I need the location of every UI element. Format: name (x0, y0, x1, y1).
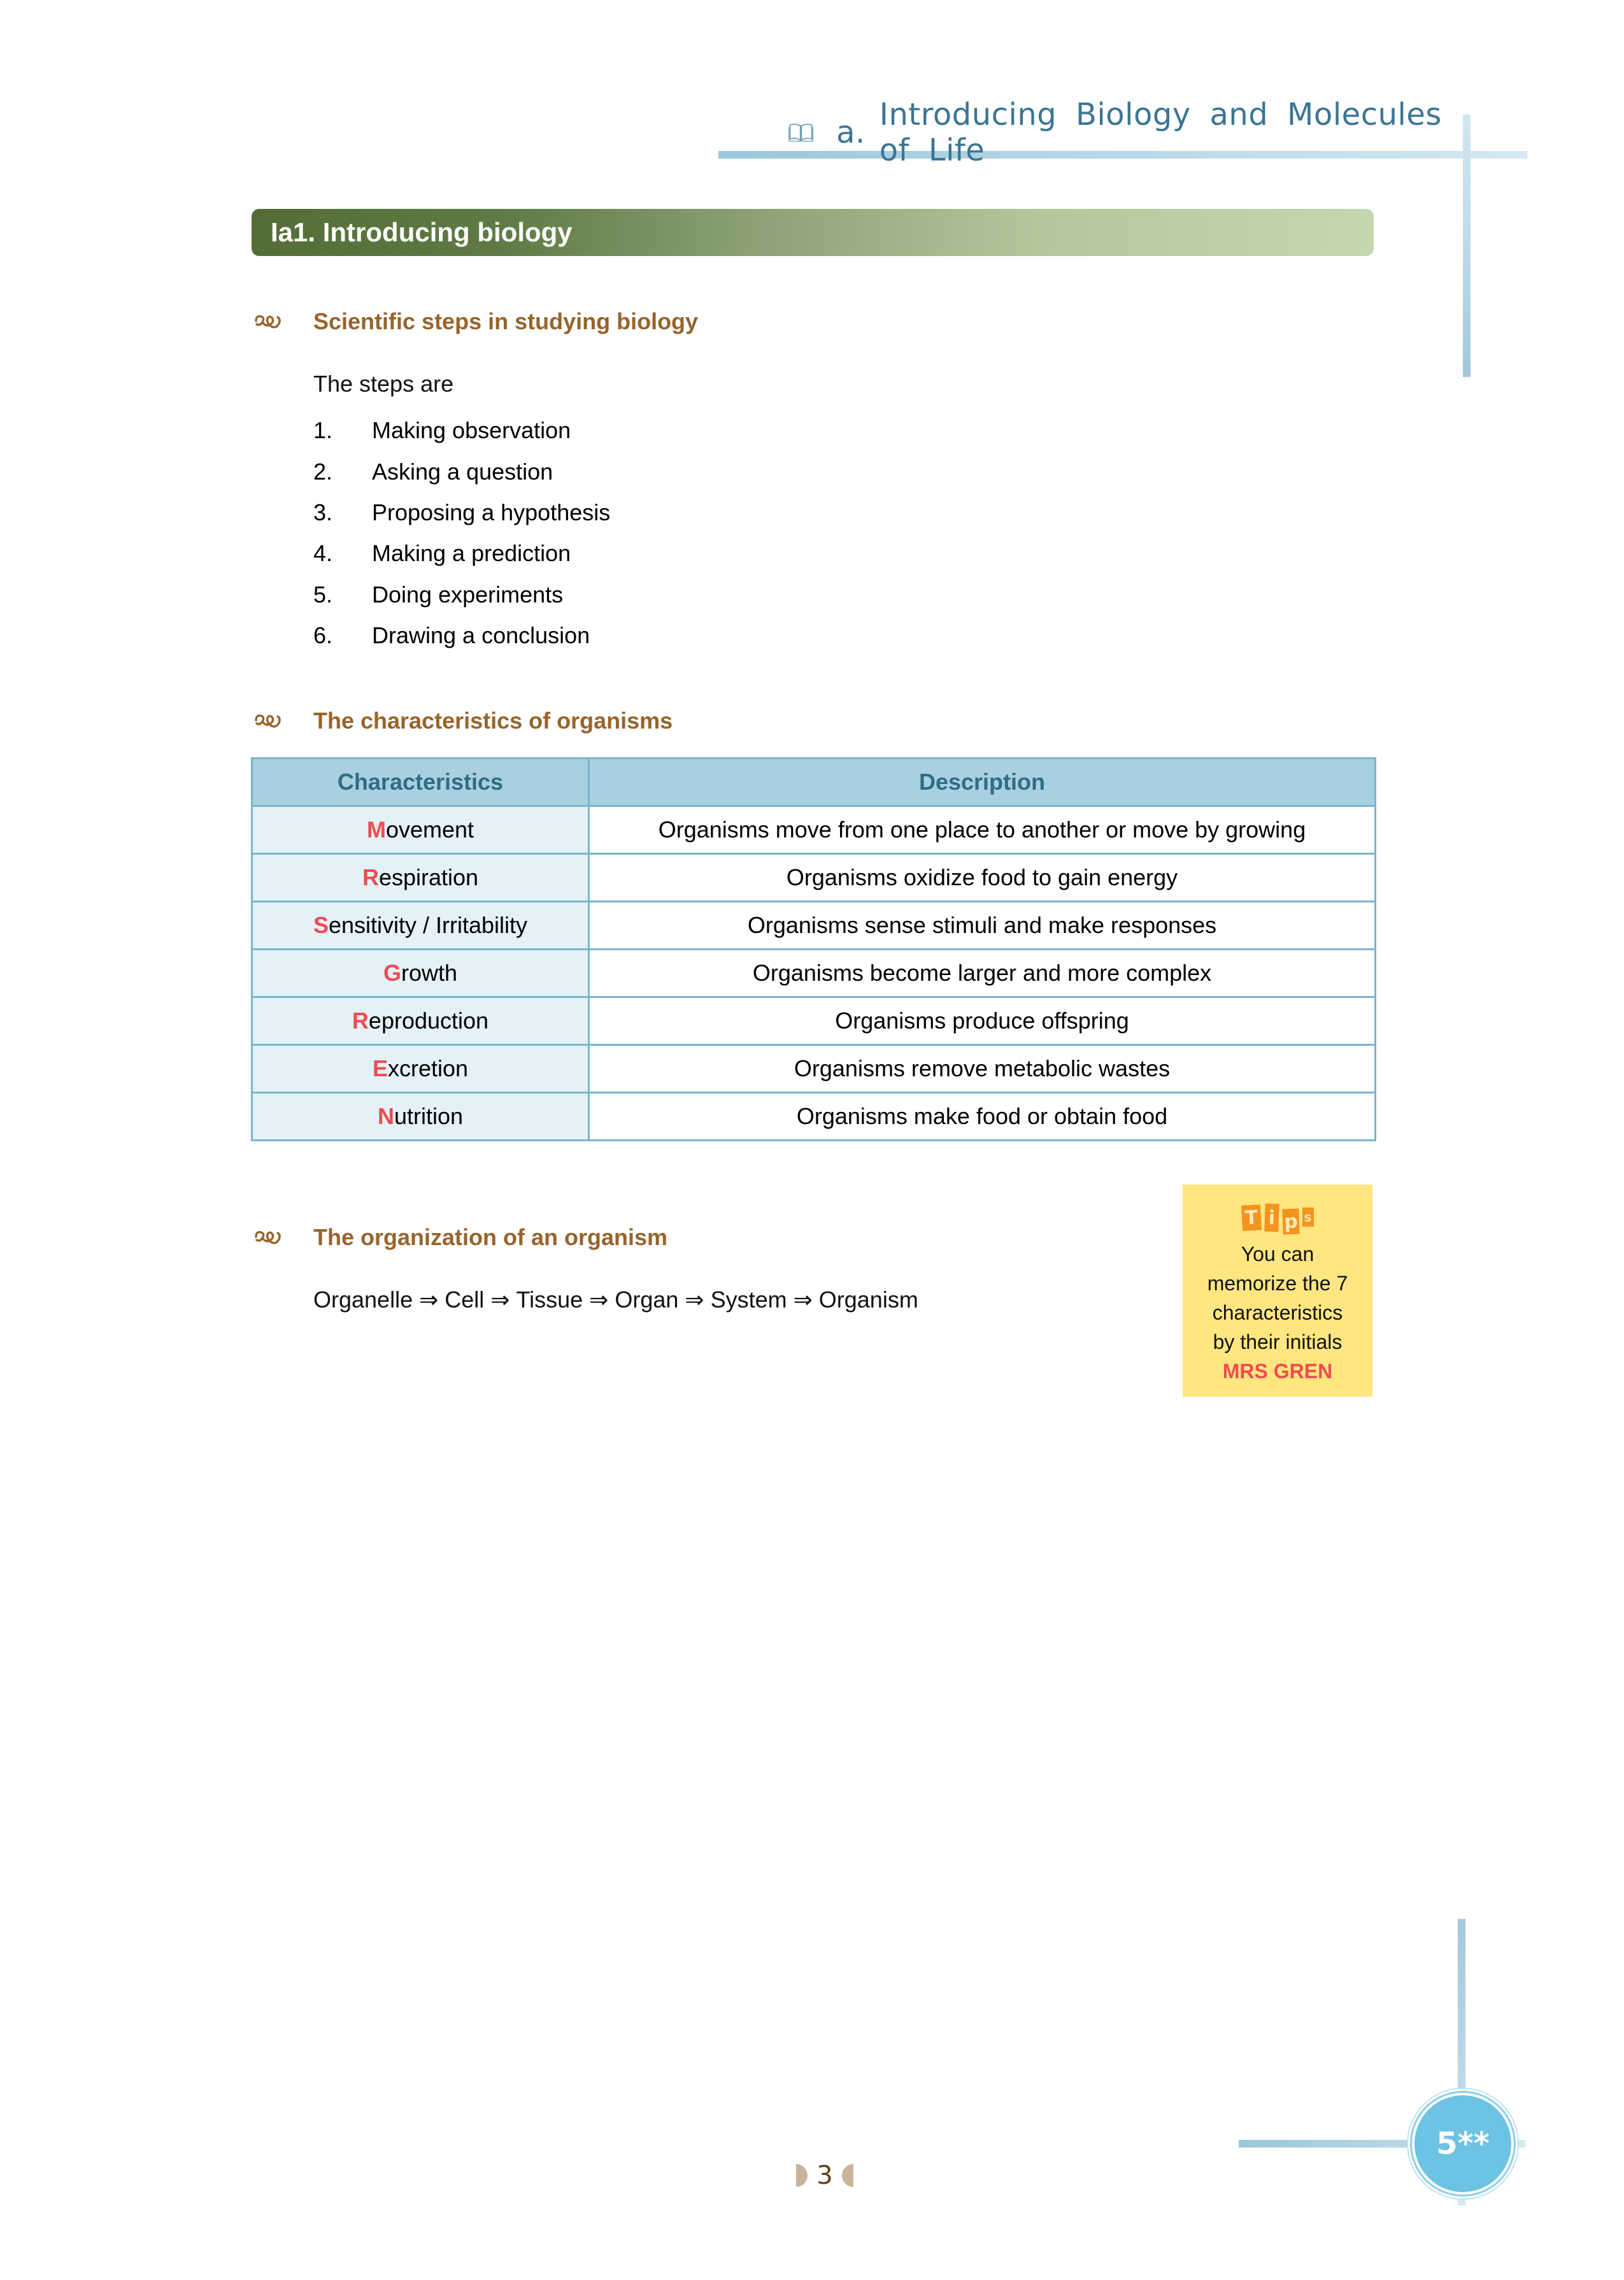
step-number: 6. (313, 622, 333, 649)
tips-logo-letter: T (1241, 1204, 1261, 1231)
characteristic-cell (252, 950, 589, 997)
initial-letter: R (352, 1008, 369, 1034)
initial-letter: G (383, 960, 401, 986)
list-item (313, 451, 610, 492)
table-row (252, 1045, 1376, 1093)
characteristic-cell (252, 902, 589, 950)
steps-intro: The steps are (313, 371, 454, 397)
step-text: Making observation (372, 417, 571, 444)
characteristic-rest: xcretion (387, 1055, 469, 1081)
organization-chain (313, 1286, 918, 1313)
chapter-title: Ia1. Introducing biology (271, 217, 573, 247)
table-row (252, 1093, 1376, 1141)
step-text: Making a prediction (372, 540, 571, 567)
chain-level: System (710, 1286, 787, 1313)
step-number: 4. (313, 540, 333, 567)
step-text: Drawing a conclusion (372, 622, 590, 649)
table-row (252, 950, 1376, 997)
list-item (313, 492, 610, 533)
tips-mnemonic: MRS GREN (1222, 1360, 1333, 1383)
characteristics-table (251, 757, 1376, 1141)
characteristic-cell (252, 997, 589, 1045)
chain-level: Cell (445, 1286, 485, 1313)
characteristic-cell (252, 806, 589, 854)
tips-line: characteristics (1212, 1301, 1343, 1324)
header-title: Introducing Biology and Molecules of Life (879, 97, 1442, 168)
chain-level: Tissue (516, 1286, 583, 1313)
list-item (313, 574, 610, 615)
step-text: Asking a question (372, 458, 553, 485)
list-item (313, 533, 610, 574)
step-text: Proposing a hypothesis (372, 499, 611, 525)
characteristic-rest: espiration (378, 864, 479, 890)
steps-list (313, 410, 610, 656)
ornament-bullet-icon (253, 313, 281, 330)
column-header-characteristics: Characteristics (252, 759, 589, 806)
half-circle-right-icon (842, 2164, 853, 2187)
tips-line: You can (1241, 1243, 1314, 1265)
description-cell: Organisms produce offspring (589, 997, 1376, 1045)
section-heading-organization (253, 1222, 667, 1253)
section-heading-characteristics (253, 705, 673, 737)
tips-box (1183, 1185, 1372, 1397)
initial-letter: E (372, 1055, 388, 1081)
tips-line: memorize the 7 (1207, 1272, 1348, 1295)
chain-level: Organelle (313, 1286, 413, 1313)
initial-letter: N (377, 1103, 394, 1129)
description-cell: Organisms become larger and more complex (589, 950, 1376, 997)
step-number: 3. (313, 499, 333, 525)
table-row (252, 806, 1376, 854)
step-number: 5. (313, 581, 333, 608)
chain-level: Organism (818, 1286, 918, 1313)
section-heading-text: Scientific steps in studying biology (313, 308, 699, 334)
section-heading-text: The characteristics of organisms (313, 708, 673, 734)
table-header-row (252, 759, 1376, 806)
section-heading-steps (253, 306, 698, 338)
implies-arrow-icon: ⇒ (490, 1286, 510, 1313)
implies-arrow-icon: ⇒ (419, 1286, 439, 1313)
initial-letter: M (366, 816, 386, 843)
page-number-text: 3 (816, 2161, 833, 2190)
chain-level: Organ (615, 1286, 679, 1313)
characteristic-rest: rowth (401, 960, 458, 986)
description-cell: Organisms make food or obtain food (589, 1093, 1376, 1141)
characteristic-rest: utrition (394, 1103, 464, 1129)
description-cell: Organisms sense stimuli and make responses (589, 902, 1376, 950)
implies-arrow-icon: ⇒ (589, 1286, 609, 1313)
description-cell: Organisms remove metabolic wastes (589, 1045, 1376, 1093)
tips-line: by their initials (1213, 1330, 1343, 1353)
level-badge: 5** (1414, 2095, 1511, 2192)
running-header (788, 97, 1464, 168)
characteristic-rest: ovement (385, 816, 474, 843)
characteristic-rest: ensitivity / Irritability (328, 912, 528, 938)
table-row (252, 854, 1376, 902)
tips-logo-letter: s (1302, 1208, 1314, 1227)
characteristic-cell (252, 1045, 589, 1093)
implies-arrow-icon: ⇒ (685, 1286, 704, 1313)
description-cell: Organisms oxidize food to gain energy (589, 854, 1376, 902)
tips-logo-letter: p (1282, 1209, 1299, 1235)
step-number: 1. (313, 417, 333, 444)
initial-letter: S (313, 912, 329, 938)
list-item (313, 615, 610, 656)
step-number: 2. (313, 458, 333, 485)
list-item (313, 410, 610, 451)
open-book-icon (788, 121, 813, 144)
characteristic-rest: eproduction (368, 1008, 489, 1034)
header-prefix: a. (836, 115, 865, 150)
ornament-bullet-icon (253, 1229, 281, 1246)
characteristic-cell (252, 854, 589, 902)
tips-text (1183, 1239, 1372, 1357)
column-header-description: Description (589, 759, 1376, 806)
ornament-bullet-icon (253, 713, 281, 729)
header-vertical-rule (1463, 115, 1471, 377)
half-circle-left-icon (796, 2164, 808, 2187)
description-cell: Organisms move from one place to another or move by growing (589, 806, 1376, 854)
tips-logo-letter: i (1264, 1204, 1279, 1232)
page-number (783, 2159, 866, 2192)
section-heading-text: The organization of an organism (313, 1224, 668, 1250)
tips-logo (1183, 1201, 1372, 1237)
step-text: Doing experiments (372, 581, 564, 608)
table-row (252, 902, 1376, 950)
table-row (252, 997, 1376, 1045)
characteristic-cell (252, 1093, 589, 1141)
implies-arrow-icon: ⇒ (793, 1286, 813, 1313)
initial-letter: R (362, 864, 379, 890)
chapter-title-bar (252, 209, 1374, 256)
